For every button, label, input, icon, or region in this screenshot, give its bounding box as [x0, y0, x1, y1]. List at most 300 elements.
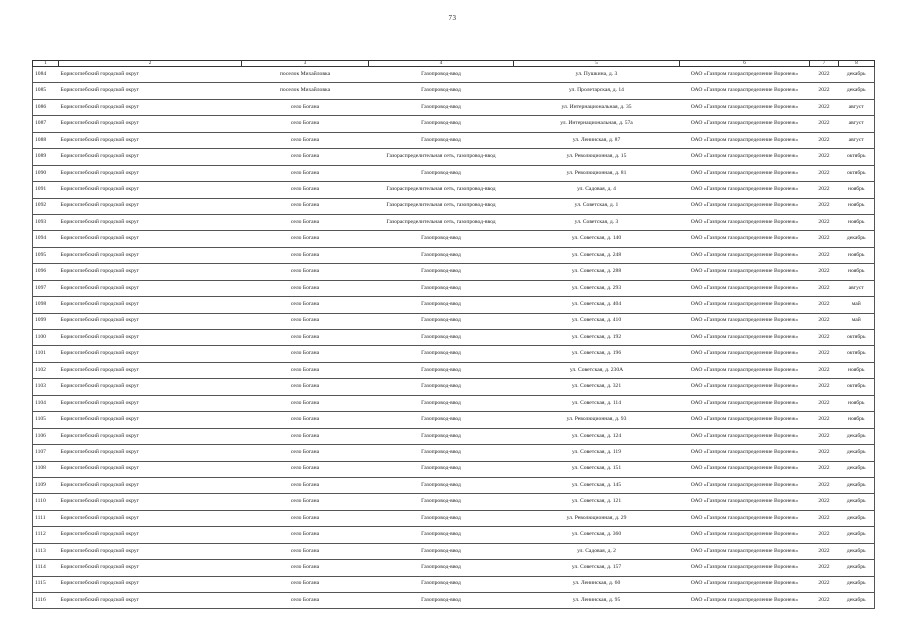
table-row [33, 346, 875, 362]
month-cell: декабрь [839, 560, 875, 576]
year-cell: 2022 [810, 247, 839, 263]
month-cell: декабрь [839, 83, 875, 99]
table-row [33, 182, 875, 198]
address-cell: ул. Советская, д. 192 [514, 330, 680, 346]
settlement-cell: село Богана [242, 543, 369, 559]
settlement-cell: село Богана [242, 247, 369, 263]
row-number-cell: 1089 [33, 149, 59, 165]
object-type-cell: Газопровод-ввод [369, 346, 514, 362]
organization-cell: ОАО «Газпром газораспределение Воронеж» [680, 264, 810, 280]
row-number-cell: 1094 [33, 231, 59, 247]
year-cell: 2022 [810, 67, 839, 83]
year-cell: 2022 [810, 280, 839, 296]
district-cell: Борисоглебский городской округ [59, 412, 242, 428]
settlement-cell: село Богана [242, 297, 369, 313]
address-cell: ул. Советская, д. 140 [514, 231, 680, 247]
object-type-cell: Газораспределительная сеть, газопровод-ввод [369, 182, 514, 198]
row-number-cell: 1100 [33, 330, 59, 346]
year-cell: 2022 [810, 330, 839, 346]
district-cell: Борисоглебский городской округ [59, 182, 242, 198]
month-cell: декабрь [839, 543, 875, 559]
organization-cell: ОАО «Газпром газораспределение Воронеж» [680, 527, 810, 543]
organization-cell: ОАО «Газпром газораспределение Воронеж» [680, 412, 810, 428]
month-cell: ноябрь [839, 214, 875, 230]
year-cell: 2022 [810, 132, 839, 148]
row-number-cell: 1097 [33, 280, 59, 296]
district-cell: Борисоглебский городской округ [59, 83, 242, 99]
organization-cell: ОАО «Газпром газораспределение Воронеж» [680, 428, 810, 444]
address-cell: ул. Ленинская, д. 87 [514, 132, 680, 148]
row-number-cell: 1115 [33, 576, 59, 592]
table-row [33, 149, 875, 165]
table-row [33, 445, 875, 461]
table-row [33, 297, 875, 313]
district-cell: Борисоглебский городской округ [59, 543, 242, 559]
table-row [33, 560, 875, 576]
year-cell: 2022 [810, 297, 839, 313]
month-cell: ноябрь [839, 247, 875, 263]
address-cell: ул. Советская, д. 288 [514, 264, 680, 280]
row-number-cell: 1102 [33, 362, 59, 378]
year-cell: 2022 [810, 461, 839, 477]
row-number-cell: 1103 [33, 379, 59, 395]
object-type-cell: Газопровод-ввод [369, 543, 514, 559]
month-cell: май [839, 297, 875, 313]
table-row [33, 543, 875, 559]
district-cell: Борисоглебский городской округ [59, 527, 242, 543]
settlement-cell: село Богана [242, 149, 369, 165]
district-cell: Борисоглебский городской округ [59, 461, 242, 477]
organization-cell: ОАО «Газпром газораспределение Воронеж» [680, 83, 810, 99]
object-type-cell: Газопровод-ввод [369, 527, 514, 543]
address-cell: ул. Советская, д. 157 [514, 560, 680, 576]
month-cell: август [839, 132, 875, 148]
object-type-cell: Газопровод-ввод [369, 280, 514, 296]
row-number-cell: 1113 [33, 543, 59, 559]
object-type-cell: Газопровод-ввод [369, 67, 514, 83]
object-type-cell: Газопровод-ввод [369, 560, 514, 576]
address-cell: ул. Советская, д. 230А [514, 362, 680, 378]
month-cell: август [839, 280, 875, 296]
year-cell: 2022 [810, 198, 839, 214]
address-cell: ул. Советская, д. 321 [514, 379, 680, 395]
row-number-cell: 1095 [33, 247, 59, 263]
object-type-cell: Газопровод-ввод [369, 477, 514, 493]
object-type-cell: Газораспределительная сеть, газопровод-ввод [369, 198, 514, 214]
address-cell: ул. Советская, д. 145 [514, 477, 680, 493]
district-cell: Борисоглебский городской округ [59, 445, 242, 461]
settlement-cell: село Богана [242, 214, 369, 230]
organization-cell: ОАО «Газпром газораспределение Воронеж» [680, 313, 810, 329]
month-cell: декабрь [839, 231, 875, 247]
year-cell: 2022 [810, 346, 839, 362]
address-cell: ул. Пролетарская, д. 14 [514, 83, 680, 99]
settlement-cell: село Богана [242, 132, 369, 148]
column-header: 5 [514, 61, 680, 67]
month-cell: октябрь [839, 330, 875, 346]
settlement-cell: село Богана [242, 182, 369, 198]
settlement-cell: село Богана [242, 116, 369, 132]
year-cell: 2022 [810, 412, 839, 428]
organization-cell: ОАО «Газпром газораспределение Воронеж» [680, 593, 810, 609]
organization-cell: ОАО «Газпром газораспределение Воронеж» [680, 346, 810, 362]
row-number-cell: 1093 [33, 214, 59, 230]
row-number-cell: 1099 [33, 313, 59, 329]
object-type-cell: Газопровод-ввод [369, 297, 514, 313]
organization-cell: ОАО «Газпром газораспределение Воронеж» [680, 445, 810, 461]
organization-cell: ОАО «Газпром газораспределение Воронеж» [680, 149, 810, 165]
object-type-cell: Газопровод-ввод [369, 379, 514, 395]
row-number-cell: 1091 [33, 182, 59, 198]
settlement-cell: поселок Михайловка [242, 67, 369, 83]
settlement-cell: село Богана [242, 198, 369, 214]
object-type-cell: Газопровод-ввод [369, 132, 514, 148]
organization-cell: ОАО «Газпром газораспределение Воронеж» [680, 477, 810, 493]
month-cell: ноябрь [839, 362, 875, 378]
settlement-cell: село Богана [242, 560, 369, 576]
table-row [33, 477, 875, 493]
district-cell: Борисоглебский городской округ [59, 165, 242, 181]
settlement-cell: село Богана [242, 412, 369, 428]
year-cell: 2022 [810, 99, 839, 115]
object-type-cell: Газопровод-ввод [369, 576, 514, 592]
year-cell: 2022 [810, 428, 839, 444]
month-cell: ноябрь [839, 264, 875, 280]
year-cell: 2022 [810, 313, 839, 329]
district-cell: Борисоглебский городской округ [59, 330, 242, 346]
month-cell: декабрь [839, 527, 875, 543]
object-type-cell: Газопровод-ввод [369, 412, 514, 428]
object-type-cell: Газопровод-ввод [369, 99, 514, 115]
address-cell: ул. Советская, д. 124 [514, 428, 680, 444]
district-cell: Борисоглебский городской округ [59, 280, 242, 296]
month-cell: октябрь [839, 149, 875, 165]
table-row [33, 576, 875, 592]
object-type-cell: Газопровод-ввод [369, 395, 514, 411]
month-cell: декабрь [839, 494, 875, 510]
address-cell: ул. Советская, д. 410 [514, 313, 680, 329]
month-cell: ноябрь [839, 395, 875, 411]
district-cell: Борисоглебский городской округ [59, 477, 242, 493]
month-cell: ноябрь [839, 182, 875, 198]
table-row [33, 494, 875, 510]
object-type-cell: Газопровод-ввод [369, 165, 514, 181]
address-cell: ул. Советская, д. 1 [514, 198, 680, 214]
year-cell: 2022 [810, 395, 839, 411]
object-type-cell: Газопровод-ввод [369, 247, 514, 263]
row-number-cell: 1110 [33, 494, 59, 510]
address-cell: ул. Пушкина, д. 3 [514, 67, 680, 83]
table-row [33, 527, 875, 543]
row-number-cell: 1108 [33, 461, 59, 477]
address-cell: ул. Советская, д. 114 [514, 395, 680, 411]
settlement-cell: село Богана [242, 280, 369, 296]
district-cell: Борисоглебский городской округ [59, 346, 242, 362]
organization-cell: ОАО «Газпром газораспределение Воронеж» [680, 379, 810, 395]
organization-cell: ОАО «Газпром газораспределение Воронеж» [680, 132, 810, 148]
year-cell: 2022 [810, 116, 839, 132]
table-row [33, 412, 875, 428]
table-row [33, 231, 875, 247]
table-row [33, 280, 875, 296]
organization-cell: ОАО «Газпром газораспределение Воронеж» [680, 560, 810, 576]
organization-cell: ОАО «Газпром газораспределение Воронеж» [680, 494, 810, 510]
column-header: 7 [810, 61, 839, 67]
month-cell: декабрь [839, 477, 875, 493]
organization-cell: ОАО «Газпром газораспределение Воронеж» [680, 297, 810, 313]
address-cell: ул. Советская, д. 119 [514, 445, 680, 461]
district-cell: Борисоглебский городской округ [59, 198, 242, 214]
settlement-cell: село Богана [242, 494, 369, 510]
year-cell: 2022 [810, 264, 839, 280]
district-cell: Борисоглебский городской округ [59, 297, 242, 313]
organization-cell: ОАО «Газпром газораспределение Воронеж» [680, 67, 810, 83]
organization-cell: ОАО «Газпром газораспределение Воронеж» [680, 576, 810, 592]
settlement-cell: село Богана [242, 231, 369, 247]
row-number-cell: 1092 [33, 198, 59, 214]
address-cell: ул. Революционная, д. 93 [514, 412, 680, 428]
object-type-cell: Газопровод-ввод [369, 83, 514, 99]
table-row [33, 247, 875, 263]
object-type-cell: Газопровод-ввод [369, 428, 514, 444]
year-cell: 2022 [810, 560, 839, 576]
month-cell: май [839, 313, 875, 329]
table-row [33, 428, 875, 444]
district-cell: Борисоглебский городской округ [59, 395, 242, 411]
row-number-cell: 1107 [33, 445, 59, 461]
object-type-cell: Газопровод-ввод [369, 362, 514, 378]
district-cell: Борисоглебский городской округ [59, 313, 242, 329]
settlement-cell: село Богана [242, 527, 369, 543]
object-type-cell: Газопровод-ввод [369, 330, 514, 346]
settlement-cell: село Богана [242, 379, 369, 395]
settlement-cell: село Богана [242, 395, 369, 411]
address-cell: ул. Советская, д. 3 [514, 214, 680, 230]
district-cell: Борисоглебский городской округ [59, 593, 242, 609]
object-type-cell: Газопровод-ввод [369, 116, 514, 132]
address-cell: ул. Советская, д. 404 [514, 297, 680, 313]
object-type-cell: Газопровод-ввод [369, 313, 514, 329]
table-row [33, 214, 875, 230]
object-type-cell: Газопровод-ввод [369, 264, 514, 280]
object-type-cell: Газопровод-ввод [369, 461, 514, 477]
settlement-cell: село Богана [242, 593, 369, 609]
column-header: 4 [369, 61, 514, 67]
table-row [33, 264, 875, 280]
organization-cell: ОАО «Газпром газораспределение Воронеж» [680, 461, 810, 477]
settlement-cell: село Богана [242, 165, 369, 181]
district-cell: Борисоглебский городской округ [59, 247, 242, 263]
table-row [33, 362, 875, 378]
year-cell: 2022 [810, 149, 839, 165]
month-cell: декабрь [839, 510, 875, 526]
address-cell: ул. Садовая, д. 4 [514, 182, 680, 198]
district-cell: Борисоглебский городской округ [59, 379, 242, 395]
district-cell: Борисоглебский городской округ [59, 494, 242, 510]
organization-cell: ОАО «Газпром газораспределение Воронеж» [680, 214, 810, 230]
address-cell: ул. Революционная, д. 29 [514, 510, 680, 526]
table-row [33, 198, 875, 214]
table-row [33, 379, 875, 395]
row-number-cell: 1084 [33, 67, 59, 83]
month-cell: ноябрь [839, 198, 875, 214]
organization-cell: ОАО «Газпром газораспределение Воронеж» [680, 198, 810, 214]
district-cell: Борисоглебский городской округ [59, 362, 242, 378]
column-header: 2 [59, 61, 242, 67]
object-type-cell: Газопровод-ввод [369, 593, 514, 609]
address-cell: ул. Революционная, д. 15 [514, 149, 680, 165]
table-row [33, 83, 875, 99]
year-cell: 2022 [810, 379, 839, 395]
month-cell: декабрь [839, 461, 875, 477]
table-row [33, 593, 875, 609]
year-cell: 2022 [810, 593, 839, 609]
settlement-cell: село Богана [242, 510, 369, 526]
month-cell: октябрь [839, 346, 875, 362]
row-number-cell: 1114 [33, 560, 59, 576]
year-cell: 2022 [810, 362, 839, 378]
district-cell: Борисоглебский городской округ [59, 116, 242, 132]
address-cell: ул. Революционная, д. 81 [514, 165, 680, 181]
month-cell: октябрь [839, 379, 875, 395]
object-type-cell: Газораспределительная сеть, газопровод-ввод [369, 149, 514, 165]
settlement-cell: село Богана [242, 477, 369, 493]
settlement-cell: село Богана [242, 330, 369, 346]
district-cell: Борисоглебский городской округ [59, 67, 242, 83]
row-number-cell: 1106 [33, 428, 59, 444]
object-type-cell: Газораспределительная сеть, газопровод-ввод [369, 214, 514, 230]
district-cell: Борисоглебский городской округ [59, 149, 242, 165]
month-cell: декабрь [839, 67, 875, 83]
year-cell: 2022 [810, 165, 839, 181]
column-header: 6 [680, 61, 810, 67]
district-cell: Борисоглебский городской округ [59, 99, 242, 115]
row-number-cell: 1105 [33, 412, 59, 428]
table-row [33, 116, 875, 132]
organization-cell: ОАО «Газпром газораспределение Воронеж» [680, 510, 810, 526]
district-cell: Борисоглебский городской округ [59, 576, 242, 592]
row-number-cell: 1104 [33, 395, 59, 411]
year-cell: 2022 [810, 83, 839, 99]
table-row [33, 461, 875, 477]
object-type-cell: Газопровод-ввод [369, 231, 514, 247]
address-cell: ул. Советская, д. 121 [514, 494, 680, 510]
month-cell: октябрь [839, 165, 875, 181]
column-header: 1 [33, 61, 59, 67]
organization-cell: ОАО «Газпром газораспределение Воронеж» [680, 395, 810, 411]
year-cell: 2022 [810, 214, 839, 230]
row-number-cell: 1087 [33, 116, 59, 132]
column-header: 8 [839, 61, 875, 67]
month-cell: декабрь [839, 593, 875, 609]
address-cell: ул. Ленинская, д. 60 [514, 576, 680, 592]
organization-cell: ОАО «Газпром газораспределение Воронеж» [680, 330, 810, 346]
settlement-cell: село Богана [242, 346, 369, 362]
month-cell: ноябрь [839, 412, 875, 428]
address-cell: ул. Советская, д. 151 [514, 461, 680, 477]
district-cell: Борисоглебский городской округ [59, 132, 242, 148]
settlement-cell: поселок Михайловка [242, 83, 369, 99]
settlement-cell: село Богана [242, 445, 369, 461]
organization-cell: ОАО «Газпром газораспределение Воронеж» [680, 182, 810, 198]
object-type-cell: Газопровод-ввод [369, 510, 514, 526]
organization-cell: ОАО «Газпром газораспределение Воронеж» [680, 165, 810, 181]
object-type-cell: Газопровод-ввод [369, 494, 514, 510]
row-number-cell: 1101 [33, 346, 59, 362]
page-number: 73 [448, 14, 457, 22]
address-cell: ул. Советская, д. 196 [514, 346, 680, 362]
table-row [33, 99, 875, 115]
gas-connection-table [32, 60, 875, 609]
address-cell: ул. Интернациональная, д. 57а [514, 116, 680, 132]
row-number-cell: 1090 [33, 165, 59, 181]
settlement-cell: село Богана [242, 264, 369, 280]
settlement-cell: село Богана [242, 428, 369, 444]
organization-cell: ОАО «Газпром газораспределение Воронеж» [680, 280, 810, 296]
district-cell: Борисоглебский городской округ [59, 231, 242, 247]
year-cell: 2022 [810, 510, 839, 526]
district-cell: Борисоглебский городской округ [59, 560, 242, 576]
district-cell: Борисоглебский городской округ [59, 214, 242, 230]
table-row [33, 67, 875, 83]
organization-cell: ОАО «Газпром газораспределение Воронеж» [680, 231, 810, 247]
organization-cell: ОАО «Газпром газораспределение Воронеж» [680, 99, 810, 115]
year-cell: 2022 [810, 527, 839, 543]
table-row [33, 132, 875, 148]
year-cell: 2022 [810, 494, 839, 510]
row-number-cell: 1116 [33, 593, 59, 609]
object-type-cell: Газопровод-ввод [369, 445, 514, 461]
row-number-cell: 1109 [33, 477, 59, 493]
year-cell: 2022 [810, 182, 839, 198]
district-cell: Борисоглебский городской округ [59, 428, 242, 444]
address-cell: ул. Советская, д. 248 [514, 247, 680, 263]
table-row [33, 313, 875, 329]
settlement-cell: село Богана [242, 576, 369, 592]
year-cell: 2022 [810, 231, 839, 247]
settlement-cell: село Богана [242, 362, 369, 378]
organization-cell: ОАО «Газпром газораспределение Воронеж» [680, 362, 810, 378]
district-cell: Борисоглебский городской округ [59, 510, 242, 526]
row-number-cell: 1112 [33, 527, 59, 543]
table-row [33, 165, 875, 181]
address-cell: ул. Советская, д. 360 [514, 527, 680, 543]
year-cell: 2022 [810, 543, 839, 559]
settlement-cell: село Богана [242, 313, 369, 329]
address-cell: ул. Интернациональная, д. 35 [514, 99, 680, 115]
month-cell: декабрь [839, 576, 875, 592]
year-cell: 2022 [810, 445, 839, 461]
address-cell: ул. Советская, д. 293 [514, 280, 680, 296]
column-header: 3 [242, 61, 369, 67]
settlement-cell: село Богана [242, 461, 369, 477]
district-cell: Борисоглебский городской округ [59, 264, 242, 280]
row-number-cell: 1111 [33, 510, 59, 526]
address-cell: ул. Садовая, д. 2 [514, 543, 680, 559]
row-number-cell: 1086 [33, 99, 59, 115]
organization-cell: ОАО «Газпром газораспределение Воронеж» [680, 116, 810, 132]
row-number-cell: 1085 [33, 83, 59, 99]
organization-cell: ОАО «Газпром газораспределение Воронеж» [680, 247, 810, 263]
row-number-cell: 1096 [33, 264, 59, 280]
row-number-cell: 1098 [33, 297, 59, 313]
table-row [33, 395, 875, 411]
year-cell: 2022 [810, 576, 839, 592]
year-cell: 2022 [810, 477, 839, 493]
table-row [33, 510, 875, 526]
month-cell: август [839, 116, 875, 132]
organization-cell: ОАО «Газпром газораспределение Воронеж» [680, 543, 810, 559]
